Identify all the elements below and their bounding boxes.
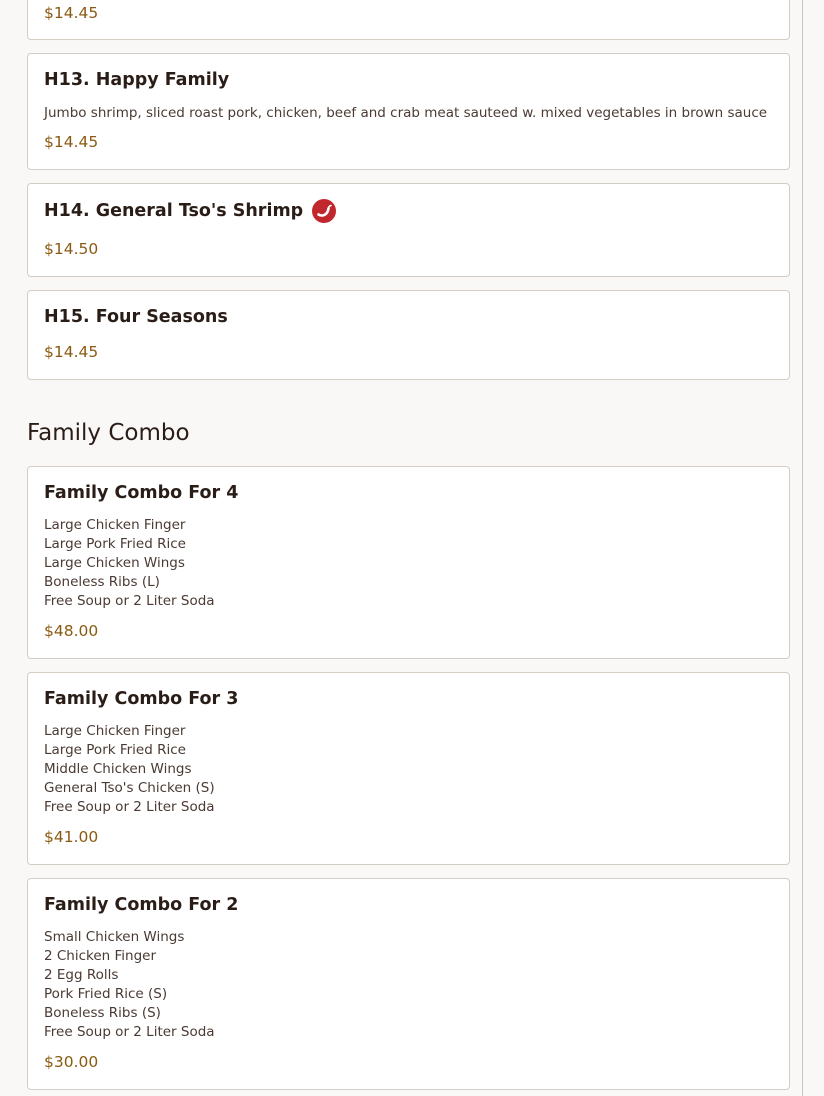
menu-item-card-h13[interactable] (27, 53, 790, 170)
description-line: 2 Chicken Finger (44, 948, 157, 964)
menu-item-card-h15[interactable] (27, 290, 790, 380)
item-price: $48.00 (44, 622, 99, 640)
item-name (44, 70, 229, 90)
item-name-text: H15. Four Seasons (44, 307, 228, 327)
item-description: Jumbo shrimp, sliced roast pork, chicken, beef and crab meat sauteed w. mixed vegetables in brown sauce (44, 105, 768, 121)
item-name-text: Family Combo For 2 (44, 895, 239, 915)
description-line: Pork Fried Rice (S) (44, 986, 168, 1002)
menu-item-card-combo-2[interactable] (27, 878, 790, 1090)
item-name (44, 199, 336, 223)
item-price: $41.00 (44, 828, 99, 846)
description-line: Large Chicken Finger (44, 517, 186, 533)
description-line: Boneless Ribs (L) (44, 574, 160, 590)
item-name (44, 483, 238, 503)
section-title-family-combo: Family Combo (27, 420, 190, 446)
item-name (44, 689, 238, 709)
item-name (44, 307, 228, 327)
description-line: Free Soup or 2 Liter Soda (44, 593, 215, 609)
item-name-text: Family Combo For 3 (44, 689, 239, 709)
item-description (44, 516, 215, 611)
description-line: Free Soup or 2 Liter Soda (44, 799, 215, 815)
description-line: Boneless Ribs (S) (44, 1005, 161, 1021)
description-line: Free Soup or 2 Liter Soda (44, 1024, 215, 1040)
item-name-text: Family Combo For 4 (44, 483, 239, 503)
description-line: Middle Chicken Wings (44, 761, 192, 777)
description-line: Large Chicken Finger (44, 723, 186, 739)
item-price: $14.45 (44, 4, 99, 22)
menu-item-card-combo-3[interactable] (27, 672, 790, 865)
description-line: Large Chicken Wings (44, 555, 185, 571)
item-name (44, 895, 238, 915)
description-line: Large Pork Fried Rice (44, 742, 186, 758)
description-line: Small Chicken Wings (44, 929, 185, 945)
description-line: 2 Egg Rolls (44, 967, 119, 983)
menu-item-card-h14[interactable] (27, 183, 790, 277)
item-price: $14.50 (44, 240, 99, 258)
menu-item-card[interactable] (27, 0, 790, 40)
description-line: Large Pork Fried Rice (44, 536, 186, 552)
menu-item-card-combo-4[interactable] (27, 466, 790, 659)
spicy-chili-icon (312, 199, 336, 223)
item-name-text: H13. Happy Family (44, 70, 230, 90)
description-line: General Tso's Chicken (S) (44, 780, 215, 796)
item-price: $14.45 (44, 133, 99, 151)
item-price: $14.45 (44, 343, 99, 361)
item-price: $30.00 (44, 1053, 99, 1071)
item-name-text: H14. General Tso's Shrimp (44, 201, 304, 221)
item-description (44, 928, 215, 1042)
item-description (44, 722, 215, 817)
